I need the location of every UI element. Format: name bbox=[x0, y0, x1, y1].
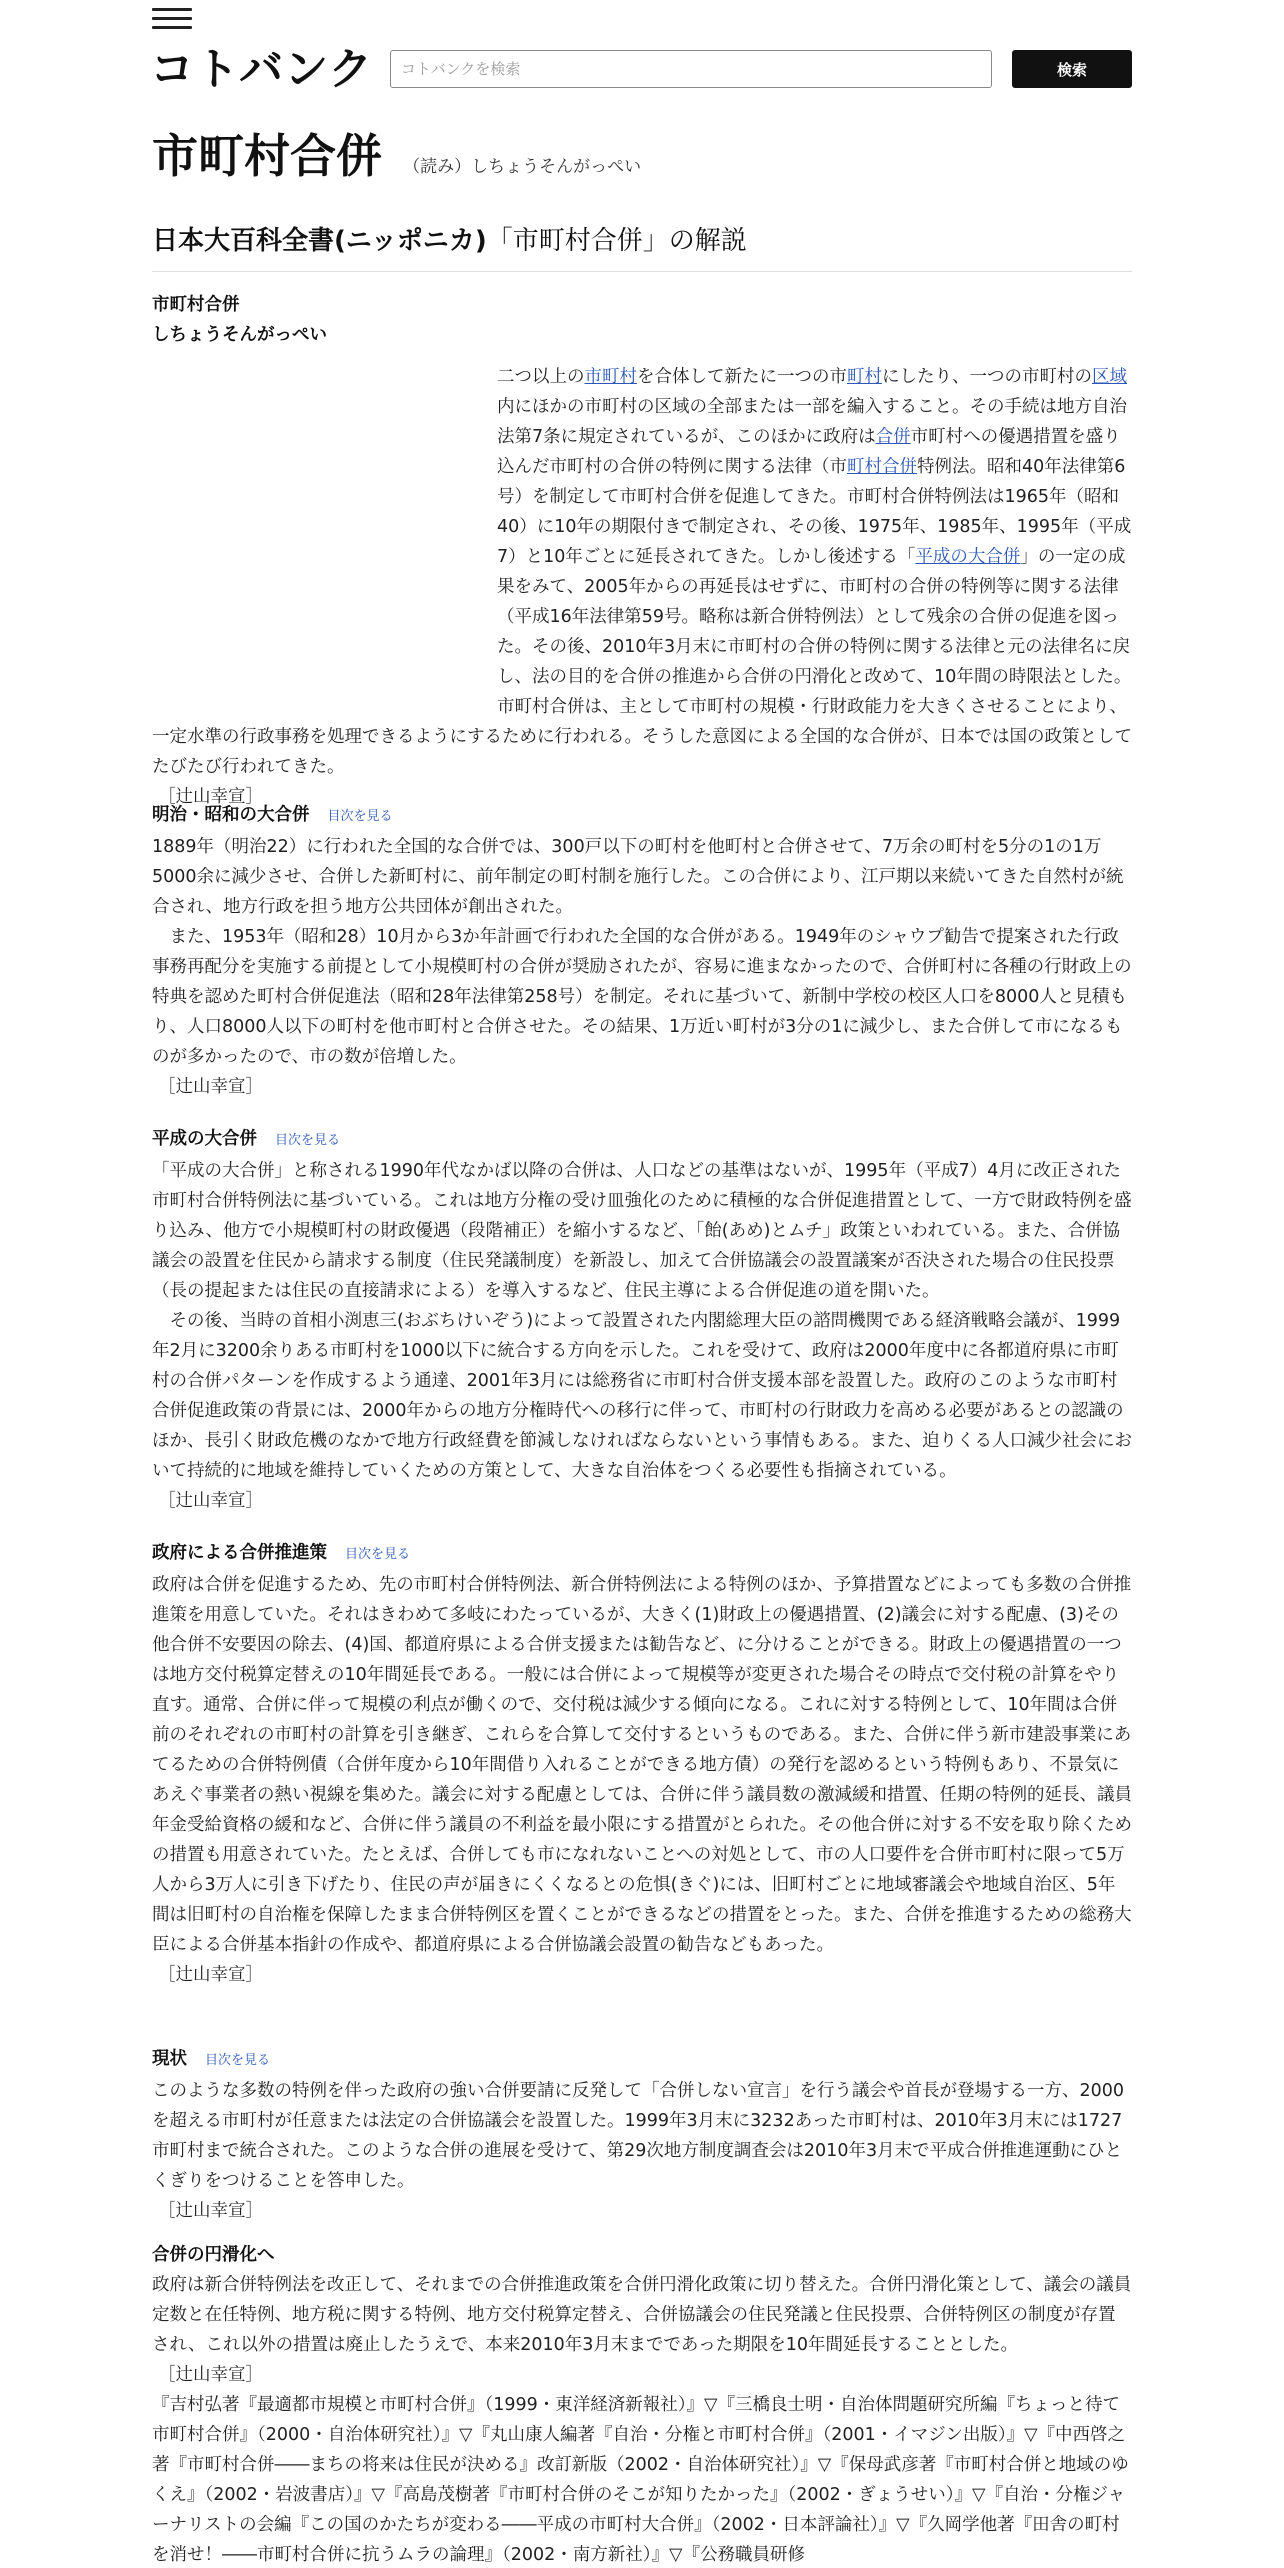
entry-intro-block bbox=[152, 290, 1132, 812]
search-button[interactable]: 検索 bbox=[1012, 50, 1132, 88]
section-heading: 政府による合併推進策 bbox=[152, 1543, 327, 1563]
author-credit: ［辻山幸宣］ bbox=[158, 1077, 263, 1097]
toc-link[interactable]: 目次を見る bbox=[327, 809, 393, 824]
link-shichoson[interactable]: 市町村 bbox=[584, 367, 637, 387]
section-heading: 現状 bbox=[152, 2049, 187, 2069]
paragraph: このような多数の特例を伴った政府の強い合併要請に反発して「合併しない宣言」を行う議会や首長が登場する一方、2000を超える市町村が任意または法定の合併協議会を設置した。1999年3月末に3232あった市町村は、2010年3月末には1727市町村まで統合された。このような合併の進展を受けて、第29次地方制度調査会は2010年3月末で平成合併推進運動にひとくぎりをつけることを答申した。 bbox=[152, 2081, 1125, 2191]
entry-title: 市町村合併 bbox=[152, 295, 240, 315]
link-chosongappei[interactable]: 町村合併 bbox=[847, 457, 917, 477]
author-credit: ［辻山幸宣］ bbox=[158, 787, 263, 807]
menu-icon[interactable] bbox=[152, 8, 192, 32]
title-row bbox=[152, 120, 641, 186]
dictionary-source: 日本大百科全書(ニッポニカ) bbox=[152, 226, 487, 256]
author-credit: ［辻山幸宣］ bbox=[158, 2201, 263, 2221]
section-government bbox=[152, 1538, 1132, 1990]
section-heading: 合併の円滑化へ bbox=[152, 2245, 275, 2265]
link-gappei[interactable]: 合併 bbox=[875, 427, 911, 447]
author-credit: ［辻山幸宣］ bbox=[158, 1491, 263, 1511]
entry-intro: 二つ以上の市町村を合体して新たに一つの市町村にしたり、一つの市町村の区域内にほかの市町村の区域の全部または一部を編入すること。その手続は地方自治法第7条に規定されているが、このほかに政府は合併市町村への優遇措置を盛り込んだ市町村の合併の特例に関する法律（市町村合併特例法。昭和40年法律第6号）を制定して市町村合併を促進してきた。市町村合併特例法は1965年（昭和40）に10年の期限付きで制定され、その後、1975年、1985年、1995年（平成7）と10年ごとに延長されてきた。しかし後述する「平成の大合併」の一定の成果をみて、2005年からの再延長はせずに、市町村の合併の特例等に関する法律（平成16年法律第59号。略称は新合併特例法）として残余の合併の促進を図った。その後、2010年3月末に市町村の合併の特例に関する法律と元の法律名に戻し、法の目的を合併の推進から合併の円滑化と改めて、10年間の時限法とした。市町村合併は、主として市町村の規模・行財政能力を大きくさせることにより、一定水準の行政事務を処理できるようにするために行われる。そうした意図による全国的な合併が、日本では国の政策としてたびたび行われてきた。 bbox=[152, 367, 1132, 777]
dictionary-heading-suffix: 「市町村合併」の解説 bbox=[486, 226, 747, 256]
paragraph: 政府は合併を促進するため、先の市町村合併特例法、新合併特例法による特例のほか、予算措置などによっても多数の合併推進策を用意していた。それはきわめて多岐にわたっているが、大きく(1)財政上の優遇措置、(2)議会に対する配慮、(3)その他合併不安要因の除去、(4)国、都道府県による合併支援または勧告など、に分けることができる。財政上の優遇措置の一つは地方交付税算定替えの10年間延長である。一般には合併によって規模等が変更された場合その時点で交付税の計算をやり直す。通常、合併に伴って規模の利点が働くので、交付税は減少する傾向になる。これに対する特例として、10年間は合併前のそれぞれの市町村の計算を引き継ぎ、これらを合算して交付するというものである。また、合併に伴う新市建設事業にあてるための合併特例債（合併年度から10年間借り入れることができる地方債）の発行を認めるという特例もあり、不景気にあえぐ事業者の熱い視線を集めた。議会に対する配慮としては、合併に伴う議員数の激減緩和措置、任期の特例的延長、議員年金受給資格の緩和など、合併に伴う議員の不利益を最小限にする措置がとられた。その他合併に対する不安を取り除くための措置も用意されていた。たとえば、合併しても市になれないことへの対処として、市の人口要件を合併市町村に限って5万人から3万人に引き下げたり、住民の声が届きにくくなるとの危惧(きぐ)には、旧町村ごとに地域審議会や地域自治区、5年間は旧町村の自治権を保障したまま合併特例区を置くことができるなどの措置をとった。また、合併を推進するための総務大臣による合併基本指針の作成や、都道府県による合併協議会設置の勧告などもあった。 bbox=[152, 1575, 1132, 1955]
page-title: 市町村合併 bbox=[152, 129, 382, 183]
dictionary-heading bbox=[152, 220, 1132, 272]
paragraph: また、1953年（昭和28）10月から3か年計画で行われた全国的な合併がある。1949年のシャウプ勧告で提案された行政事務再配分を実施する前提として小規模町村の合併が奨励されたが、容易に進まなかったので、合併町村に各種の行財政上の特典を認めた町村合併促進法（昭和28年法律第258号）を制定。それに基づいて、新制中学校の校区人口を8000人と見積もり、人口8000人以下の町村を他市町村と合併させた。その結果、1万近い町村が3分の1に減少し、また合併して市になるものが多かったので、市の数が倍増した。 bbox=[152, 927, 1132, 1067]
author-credit: ［辻山幸宣］ bbox=[158, 2365, 263, 2385]
bibliography: 『吉村弘著『最適都市規模と市町村合併』（1999・東洋経済新報社）』▽『三橋良士明・自治体問題研究所編『ちょっと待て市町村合併』（2000・自治体研究社）』▽『丸山康人編著『自治・分権と市町村合併』（2001・イマジン出版）』▽『中西啓之著『市町村合併――まちの将来は住民が決める』改訂新版（2002・自治体研究社）』▽『保母武彦著『市町村合併と地域のゆくえ』（2002・岩波書店）』▽『高島茂樹著『市町村合併のそこが知りたかった』（2002・ぎょうせい）』▽『自治・分権ジャーナリストの会編『この国のかたちが変わる――平成の市町村大合併』（2002・日本評論社）』▽『久岡学他著『田舎の町村を消せ！――市町村合併に抗うムラの論理』（2002・南方新社）』▽『公務職員研修 bbox=[152, 2395, 1129, 2565]
section-heisei bbox=[152, 1124, 1132, 1516]
section-heading: 平成の大合併 bbox=[152, 1129, 257, 1149]
link-kuiki[interactable]: 区域 bbox=[1092, 367, 1127, 387]
toc-link[interactable]: 目次を見る bbox=[275, 1133, 341, 1148]
paragraph: 「平成の大合併」と称される1990年代なかば以降の合併は、人口などの基準はないが、1995年（平成7）4月に改正された市町村合併特例法に基づいている。これは地方分権の受け皿強化のために積極的な合併促進措置として、一方で財政特例を盛り込み、他方で小規模町村の財政優遇（段階補正）を縮小するなど、「飴(あめ)とムチ」政策といわれている。また、合併協議会の設置を住民から請求する制度（住民発議制度）を新設し、加えて合併協議会の設置議案が否決された場合の住民投票（長の提起または住民の直接請求による）を導入するなど、住民主導による合併促進の道を開いた。 bbox=[152, 1161, 1132, 1301]
link-heisei-daigappei[interactable]: 平成の大合併 bbox=[915, 547, 1021, 567]
section-smoothing bbox=[152, 2240, 1132, 2568]
link-choson[interactable]: 町村 bbox=[847, 367, 882, 387]
author-credit: ［辻山幸宣］ bbox=[158, 1965, 263, 1985]
paragraph: その後、当時の首相小渕恵三(おぶちけいぞう)によって設置された内閣総理大臣の諮問機関である経済戦略会議が、1999年2月に3200余りある市町村を1000以下に統合する方向を示した。これを受けて、政府は2000年度中に各都道府県に市町村の合併パターンを作成するよう通達、2001年3月には総務省に市町村合併支援本部を設置した。政府のこのような市町村合併促進政策の背景には、2000年からの地方分権時代への移行に伴って、市町村の行財政力を高める必要があるとの認識のほか、長引く財政危機のなかで地方行政経費を節減しなければならないという事情もある。また、迫りくる人口減少社会において持続的に地域を維持していくための方策として、大きな自治体をつくる必要性も指摘されている。 bbox=[152, 1311, 1132, 1481]
toc-link[interactable]: 目次を見る bbox=[345, 1547, 411, 1562]
paragraph: 政府は新合併特例法を改正して、それまでの合併推進政策を合併円滑化政策に切り替えた。合併円滑化策として、議会の議員定数と在任特例、地方税に関する特例、地方交付税算定替え、合併協議会の住民発議と住民投票、合併特例区の制度が存置され、これ以外の措置は廃止したうえで、本来2010年3月末までであった期限を10年間延長することとした。 bbox=[152, 2275, 1132, 2355]
search-input[interactable] bbox=[390, 50, 992, 88]
image-placeholder bbox=[152, 350, 497, 710]
paragraph: 1889年（明治22）に行われた全国的な合併では、300戸以下の町村を他町村と合併させて、7万余の町村を5分の1の1万5000余に減少させ、合併した新町村に、前年制定の町村制を施行した。この合併により、江戸期以来続いてきた自然村が統合され、地方行政を担う地方公共団体が創出された。 bbox=[152, 837, 1124, 917]
section-heading: 明治・昭和の大合併 bbox=[152, 805, 310, 825]
page-title-reading: （読み）しちょうそんがっぺい bbox=[403, 157, 642, 177]
section-current bbox=[152, 2044, 1132, 2226]
entry-reading: しちょうそんがっぺい bbox=[152, 325, 327, 345]
toc-link[interactable]: 目次を見る bbox=[205, 2053, 271, 2068]
site-logo[interactable]: コトバンク bbox=[150, 44, 374, 95]
section-meiji-showa bbox=[152, 800, 1132, 1102]
